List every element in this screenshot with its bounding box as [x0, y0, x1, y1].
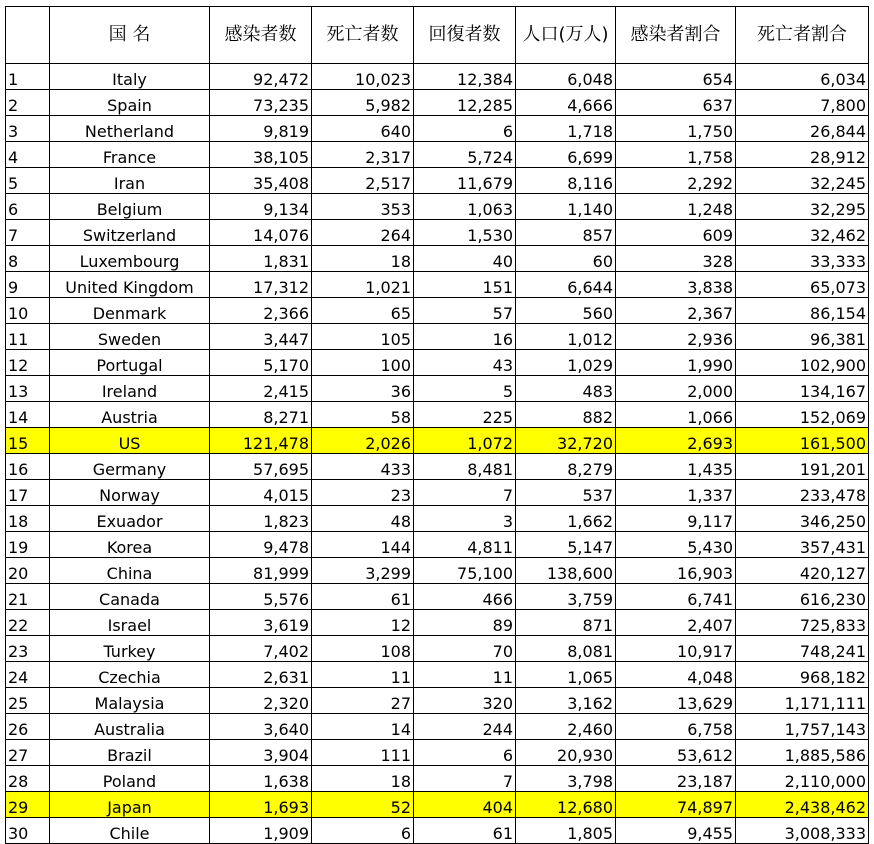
cell-index: 16: [6, 454, 50, 480]
cell-recovered: 11: [414, 662, 516, 688]
cell-deaths: 105: [312, 324, 414, 350]
cell-index: 20: [6, 558, 50, 584]
cell-infected-ratio: 328: [616, 246, 736, 272]
cell-recovered: 1,072: [414, 428, 516, 454]
cell-index: 15: [6, 428, 50, 454]
cell-country: Iran: [50, 168, 210, 194]
cell-index: 19: [6, 532, 50, 558]
table-row: [6, 766, 869, 792]
cell-index: 30: [6, 818, 50, 844]
cell-country: Ireland: [50, 376, 210, 402]
cell-population: 1,140: [516, 194, 616, 220]
cell-deaths: 3,299: [312, 558, 414, 584]
cell-death-ratio: 420,127: [736, 558, 869, 584]
cell-infected-ratio: 6,758: [616, 714, 736, 740]
header-index: [6, 7, 50, 64]
cell-infected-ratio: 1,337: [616, 480, 736, 506]
cell-infected: 9,819: [210, 116, 312, 142]
cell-infected-ratio: 2,292: [616, 168, 736, 194]
cell-infected-ratio: 637: [616, 90, 736, 116]
cell-recovered: 8,481: [414, 454, 516, 480]
cell-recovered: 7: [414, 480, 516, 506]
cell-infected-ratio: 3,838: [616, 272, 736, 298]
cell-index: 22: [6, 610, 50, 636]
cell-infected: 38,105: [210, 142, 312, 168]
cell-population: 3,162: [516, 688, 616, 714]
cell-infected-ratio: 74,897: [616, 792, 736, 818]
cell-infected: 4,015: [210, 480, 312, 506]
cell-deaths: 23: [312, 480, 414, 506]
cell-infected: 7,402: [210, 636, 312, 662]
cell-infected: 2,415: [210, 376, 312, 402]
cell-deaths: 18: [312, 246, 414, 272]
cell-country: Italy: [50, 64, 210, 90]
cell-population: 2,460: [516, 714, 616, 740]
header-death-ratio: 死亡者割合: [736, 7, 869, 64]
table-row: [6, 584, 869, 610]
cell-country: Malaysia: [50, 688, 210, 714]
cell-population: 8,116: [516, 168, 616, 194]
cell-recovered: 244: [414, 714, 516, 740]
cell-index: 3: [6, 116, 50, 142]
cell-population: 1,718: [516, 116, 616, 142]
cell-recovered: 11,679: [414, 168, 516, 194]
cell-death-ratio: 346,250: [736, 506, 869, 532]
cell-population: 1,012: [516, 324, 616, 350]
cell-infected-ratio: 9,117: [616, 506, 736, 532]
cell-infected: 1,831: [210, 246, 312, 272]
cell-index: 18: [6, 506, 50, 532]
cell-recovered: 61: [414, 818, 516, 844]
table-row: [6, 662, 869, 688]
cell-infected: 57,695: [210, 454, 312, 480]
cell-recovered: 40: [414, 246, 516, 272]
cell-recovered: 75,100: [414, 558, 516, 584]
cell-death-ratio: 102,900: [736, 350, 869, 376]
cell-deaths: 36: [312, 376, 414, 402]
cell-infected: 2,320: [210, 688, 312, 714]
cell-infected-ratio: 13,629: [616, 688, 736, 714]
cell-infected: 2,366: [210, 298, 312, 324]
cell-death-ratio: 32,462: [736, 220, 869, 246]
cell-country: Denmark: [50, 298, 210, 324]
cell-infected-ratio: 2,936: [616, 324, 736, 350]
cell-index: 21: [6, 584, 50, 610]
cell-country: US: [50, 428, 210, 454]
cell-recovered: 5,724: [414, 142, 516, 168]
header-recovered: 回復者数: [414, 7, 516, 64]
header-infected-ratio: 感染者割合: [616, 7, 736, 64]
cell-infected-ratio: 2,000: [616, 376, 736, 402]
cell-population: 5,147: [516, 532, 616, 558]
cell-infected: 92,472: [210, 64, 312, 90]
cell-country: Chile: [50, 818, 210, 844]
cell-population: 6,644: [516, 272, 616, 298]
cell-infected: 3,447: [210, 324, 312, 350]
table-row: [6, 220, 869, 246]
cell-infected-ratio: 53,612: [616, 740, 736, 766]
cell-country: Brazil: [50, 740, 210, 766]
cell-recovered: 6: [414, 116, 516, 142]
cell-death-ratio: 357,431: [736, 532, 869, 558]
cell-deaths: 27: [312, 688, 414, 714]
cell-infected-ratio: 2,367: [616, 298, 736, 324]
table-row: [6, 246, 869, 272]
cell-population: 560: [516, 298, 616, 324]
cell-infected: 9,478: [210, 532, 312, 558]
cell-death-ratio: 233,478: [736, 480, 869, 506]
cell-population: 20,930: [516, 740, 616, 766]
cell-infected-ratio: 10,917: [616, 636, 736, 662]
cell-country: Norway: [50, 480, 210, 506]
cell-recovered: 225: [414, 402, 516, 428]
cell-deaths: 144: [312, 532, 414, 558]
cell-population: 1,029: [516, 350, 616, 376]
cell-recovered: 404: [414, 792, 516, 818]
cell-death-ratio: 968,182: [736, 662, 869, 688]
cell-population: 1,065: [516, 662, 616, 688]
table-row: [6, 740, 869, 766]
cell-recovered: 151: [414, 272, 516, 298]
covid-country-table: [5, 6, 869, 844]
cell-death-ratio: 32,295: [736, 194, 869, 220]
cell-death-ratio: 1,171,111: [736, 688, 869, 714]
cell-infected-ratio: 2,693: [616, 428, 736, 454]
cell-index: 9: [6, 272, 50, 298]
cell-population: 32,720: [516, 428, 616, 454]
header-infected: 感染者数: [210, 7, 312, 64]
cell-death-ratio: 86,154: [736, 298, 869, 324]
cell-deaths: 433: [312, 454, 414, 480]
cell-index: 14: [6, 402, 50, 428]
cell-recovered: 5: [414, 376, 516, 402]
table-row: [6, 376, 869, 402]
cell-recovered: 16: [414, 324, 516, 350]
cell-index: 24: [6, 662, 50, 688]
cell-index: 8: [6, 246, 50, 272]
cell-infected-ratio: 1,435: [616, 454, 736, 480]
cell-country: Japan: [50, 792, 210, 818]
cell-recovered: 43: [414, 350, 516, 376]
cell-population: 138,600: [516, 558, 616, 584]
cell-population: 483: [516, 376, 616, 402]
cell-recovered: 6: [414, 740, 516, 766]
cell-deaths: 14: [312, 714, 414, 740]
cell-index: 12: [6, 350, 50, 376]
cell-deaths: 1,021: [312, 272, 414, 298]
cell-deaths: 2,026: [312, 428, 414, 454]
cell-index: 6: [6, 194, 50, 220]
cell-deaths: 111: [312, 740, 414, 766]
cell-country: Switzerland: [50, 220, 210, 246]
cell-death-ratio: 26,844: [736, 116, 869, 142]
cell-index: 1: [6, 64, 50, 90]
cell-index: 26: [6, 714, 50, 740]
cell-country: Luxembourg: [50, 246, 210, 272]
cell-death-ratio: 1,757,143: [736, 714, 869, 740]
cell-infected-ratio: 9,455: [616, 818, 736, 844]
cell-infected-ratio: 2,407: [616, 610, 736, 636]
header-country-name: 国 名: [50, 7, 210, 64]
table-row: [6, 688, 869, 714]
cell-deaths: 6: [312, 818, 414, 844]
table-row: [6, 818, 869, 844]
cell-recovered: 4,811: [414, 532, 516, 558]
cell-recovered: 320: [414, 688, 516, 714]
cell-recovered: 89: [414, 610, 516, 636]
cell-infected-ratio: 1,990: [616, 350, 736, 376]
cell-population: 8,081: [516, 636, 616, 662]
cell-population: 60: [516, 246, 616, 272]
cell-index: 10: [6, 298, 50, 324]
cell-death-ratio: 616,230: [736, 584, 869, 610]
cell-index: 17: [6, 480, 50, 506]
cell-deaths: 18: [312, 766, 414, 792]
cell-infected: 35,408: [210, 168, 312, 194]
cell-infected: 1,693: [210, 792, 312, 818]
cell-death-ratio: 3,008,333: [736, 818, 869, 844]
table-row: [6, 116, 869, 142]
cell-infected: 121,478: [210, 428, 312, 454]
cell-population: 4,666: [516, 90, 616, 116]
table-row: [6, 64, 869, 90]
cell-country: Exuador: [50, 506, 210, 532]
header-population: 人口(万人): [516, 7, 616, 64]
cell-deaths: 58: [312, 402, 414, 428]
cell-country: Sweden: [50, 324, 210, 350]
cell-infected-ratio: 1,750: [616, 116, 736, 142]
cell-death-ratio: 6,034: [736, 64, 869, 90]
cell-infected-ratio: 23,187: [616, 766, 736, 792]
cell-index: 27: [6, 740, 50, 766]
cell-deaths: 12: [312, 610, 414, 636]
cell-recovered: 466: [414, 584, 516, 610]
cell-deaths: 640: [312, 116, 414, 142]
cell-infected: 81,999: [210, 558, 312, 584]
table-row: [6, 610, 869, 636]
cell-infected-ratio: 654: [616, 64, 736, 90]
table-row: [6, 636, 869, 662]
cell-index: 7: [6, 220, 50, 246]
cell-death-ratio: 152,069: [736, 402, 869, 428]
cell-infected: 17,312: [210, 272, 312, 298]
cell-infected: 9,134: [210, 194, 312, 220]
cell-death-ratio: 65,073: [736, 272, 869, 298]
cell-country: Canada: [50, 584, 210, 610]
cell-index: 5: [6, 168, 50, 194]
cell-infected-ratio: 5,430: [616, 532, 736, 558]
table-row: [6, 402, 869, 428]
table-row: [6, 142, 869, 168]
cell-infected: 1,909: [210, 818, 312, 844]
cell-death-ratio: 2,438,462: [736, 792, 869, 818]
cell-recovered: 12,285: [414, 90, 516, 116]
table-row: [6, 480, 869, 506]
cell-deaths: 100: [312, 350, 414, 376]
cell-population: 3,759: [516, 584, 616, 610]
cell-death-ratio: 2,110,000: [736, 766, 869, 792]
table-row: [6, 324, 869, 350]
cell-country: United Kingdom: [50, 272, 210, 298]
cell-country: Netherland: [50, 116, 210, 142]
cell-recovered: 12,384: [414, 64, 516, 90]
table-row: [6, 532, 869, 558]
cell-deaths: 353: [312, 194, 414, 220]
cell-country: Portugal: [50, 350, 210, 376]
header-deaths: 死亡者数: [312, 7, 414, 64]
cell-death-ratio: 748,241: [736, 636, 869, 662]
cell-population: 3,798: [516, 766, 616, 792]
cell-death-ratio: 134,167: [736, 376, 869, 402]
cell-country: Spain: [50, 90, 210, 116]
cell-death-ratio: 7,800: [736, 90, 869, 116]
cell-deaths: 2,517: [312, 168, 414, 194]
cell-deaths: 5,982: [312, 90, 414, 116]
table-row: [6, 168, 869, 194]
cell-infected: 2,631: [210, 662, 312, 688]
cell-country: Korea: [50, 532, 210, 558]
cell-recovered: 3: [414, 506, 516, 532]
cell-country: China: [50, 558, 210, 584]
cell-infected: 3,904: [210, 740, 312, 766]
cell-deaths: 65: [312, 298, 414, 324]
table-row: [6, 350, 869, 376]
cell-infected-ratio: 1,248: [616, 194, 736, 220]
cell-infected-ratio: 609: [616, 220, 736, 246]
cell-population: 871: [516, 610, 616, 636]
table-row: [6, 428, 869, 454]
cell-deaths: 10,023: [312, 64, 414, 90]
cell-death-ratio: 191,201: [736, 454, 869, 480]
cell-recovered: 7: [414, 766, 516, 792]
table-row: [6, 506, 869, 532]
cell-death-ratio: 161,500: [736, 428, 869, 454]
table-row: [6, 272, 869, 298]
cell-recovered: 70: [414, 636, 516, 662]
cell-population: 1,805: [516, 818, 616, 844]
cell-death-ratio: 1,885,586: [736, 740, 869, 766]
cell-infected: 5,170: [210, 350, 312, 376]
cell-infected: 8,271: [210, 402, 312, 428]
cell-death-ratio: 725,833: [736, 610, 869, 636]
cell-index: 25: [6, 688, 50, 714]
cell-index: 13: [6, 376, 50, 402]
cell-index: 4: [6, 142, 50, 168]
cell-population: 857: [516, 220, 616, 246]
cell-death-ratio: 28,912: [736, 142, 869, 168]
cell-country: Turkey: [50, 636, 210, 662]
header-row: [6, 7, 869, 64]
cell-death-ratio: 96,381: [736, 324, 869, 350]
cell-index: 23: [6, 636, 50, 662]
cell-infected: 14,076: [210, 220, 312, 246]
cell-deaths: 52: [312, 792, 414, 818]
cell-index: 29: [6, 792, 50, 818]
cell-infected-ratio: 4,048: [616, 662, 736, 688]
cell-population: 1,662: [516, 506, 616, 532]
cell-population: 882: [516, 402, 616, 428]
cell-country: Czechia: [50, 662, 210, 688]
cell-infected: 73,235: [210, 90, 312, 116]
cell-recovered: 1,530: [414, 220, 516, 246]
cell-recovered: 57: [414, 298, 516, 324]
table-row: [6, 558, 869, 584]
cell-country: Israel: [50, 610, 210, 636]
cell-death-ratio: 33,333: [736, 246, 869, 272]
table-row: [6, 714, 869, 740]
cell-death-ratio: 32,245: [736, 168, 869, 194]
cell-infected: 1,823: [210, 506, 312, 532]
cell-population: 6,699: [516, 142, 616, 168]
cell-population: 6,048: [516, 64, 616, 90]
cell-deaths: 2,317: [312, 142, 414, 168]
cell-country: Germany: [50, 454, 210, 480]
cell-population: 537: [516, 480, 616, 506]
cell-deaths: 108: [312, 636, 414, 662]
cell-country: Poland: [50, 766, 210, 792]
cell-infected-ratio: 16,903: [616, 558, 736, 584]
cell-population: 12,680: [516, 792, 616, 818]
cell-index: 2: [6, 90, 50, 116]
cell-population: 8,279: [516, 454, 616, 480]
cell-infected: 1,638: [210, 766, 312, 792]
cell-deaths: 264: [312, 220, 414, 246]
cell-infected: 5,576: [210, 584, 312, 610]
cell-country: Austria: [50, 402, 210, 428]
cell-index: 28: [6, 766, 50, 792]
cell-infected-ratio: 1,066: [616, 402, 736, 428]
cell-index: 11: [6, 324, 50, 350]
cell-deaths: 48: [312, 506, 414, 532]
table-row: [6, 90, 869, 116]
cell-country: France: [50, 142, 210, 168]
cell-deaths: 11: [312, 662, 414, 688]
cell-country: Australia: [50, 714, 210, 740]
cell-country: Belgium: [50, 194, 210, 220]
cell-infected-ratio: 1,758: [616, 142, 736, 168]
table-row: [6, 194, 869, 220]
table-row: [6, 454, 869, 480]
table-row: [6, 298, 869, 324]
cell-infected: 3,619: [210, 610, 312, 636]
cell-infected-ratio: 6,741: [616, 584, 736, 610]
table-row: [6, 792, 869, 818]
cell-infected: 3,640: [210, 714, 312, 740]
cell-recovered: 1,063: [414, 194, 516, 220]
cell-deaths: 61: [312, 584, 414, 610]
